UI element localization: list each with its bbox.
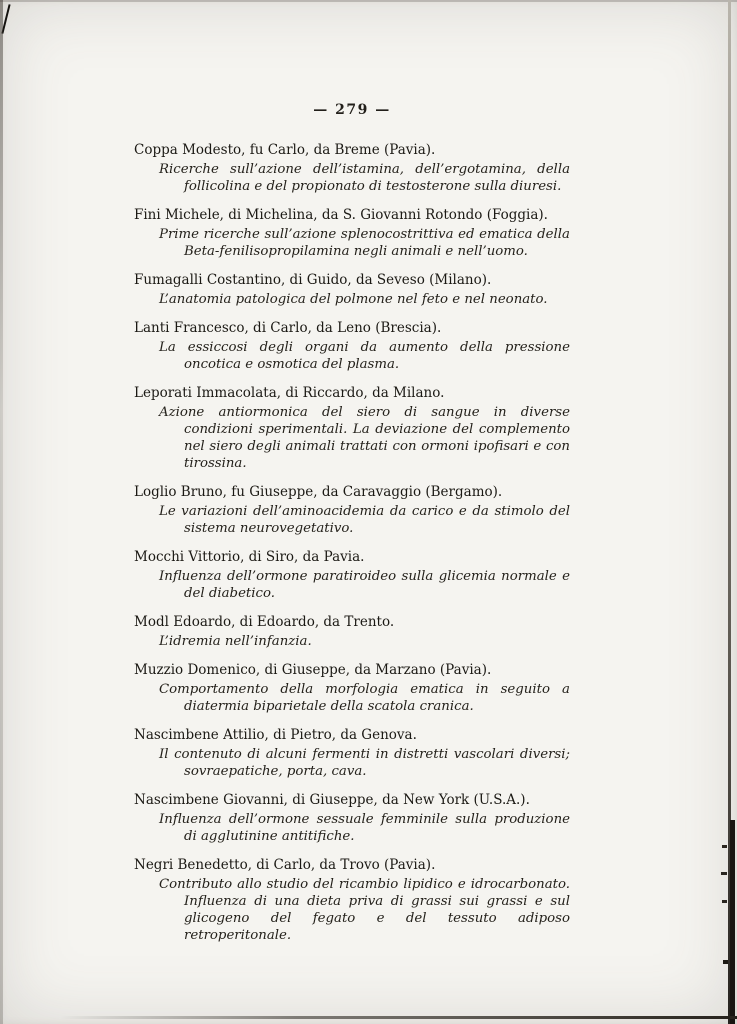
entry-description: Le variazioni dell’aminoacidemia da carico e da stimolo del sistema neurovegetativo. (159, 504, 570, 536)
list-item (134, 662, 570, 715)
entry-description: Prime ricerche sull’azione splenocostrittiva ed ematica della Beta-fenilisopropilamina negli animali e nell’uomo. (159, 227, 570, 259)
entry-name: Nascimbene Attilio, di Pietro, da Genova. (134, 727, 417, 743)
scan-artifact-tick (722, 900, 727, 903)
list-item (134, 385, 570, 472)
entry-name: Lanti Francesco, di Carlo, da Leno (Brescia). (134, 320, 442, 336)
entry-name: Muzzio Domenico, di Giuseppe, da Marzano (Pavia). (134, 662, 492, 678)
entry-description: Influenza dell’ormone paratiroideo sulla glicemia normale e del diabetico. (159, 569, 570, 601)
entry-name: Mocchi Vittorio, di Siro, da Pavia. (134, 549, 365, 565)
scan-artifact-tick (723, 960, 728, 964)
scan-artifact-left-edge (0, 0, 3, 1024)
entry-description: Azione antiormonica del siero di sangue in diverse condizioni sperimentali. La deviazione del complemento nel siero degli animali trattati con ormoni ipofisari e con tirossina. (159, 405, 570, 471)
entry-name: Nascimbene Giovanni, di Giuseppe, da New York (U.S.A.). (134, 792, 530, 808)
list-item (134, 727, 570, 780)
entry-name: Fumagalli Costantino, di Guido, da Seveso (Milano). (134, 272, 492, 288)
list-item (134, 272, 570, 308)
list-item (134, 614, 570, 650)
scan-artifact-right-binding (730, 820, 735, 1024)
list-item (134, 484, 570, 537)
scan-artifact-tick (721, 872, 727, 875)
entry-description: L’idremia nell’infanzia. (159, 634, 312, 649)
scan-artifact-top-edge (0, 0, 737, 2)
entry-description: Ricerche sull’azione dell’istamina, dell’ergotamina, della follicolina e del propionato di testosterone sulla diuresi. (159, 162, 570, 194)
entry-description: L’anatomia patologica del polmone nel feto e nel neonato. (159, 292, 548, 307)
entry-name: Fini Michele, di Michelina, da S. Giovanni Rotondo (Foggia). (134, 207, 548, 223)
entry-description: Contributo allo studio del ricambio lipidico e idrocarbonato. Influenza di una dieta priva di grassi sui grassi e sul glicogeno del fegato e del tessuto adiposo retroperitonale. (159, 877, 570, 943)
entry-description: Il contenuto di alcuni fermenti in distretti vascolari diversi; sovraepatiche, porta, cava. (159, 747, 570, 779)
entry-name: Loglio Bruno, fu Giuseppe, da Caravaggio (Bergamo). (134, 484, 503, 500)
entry-description: Influenza dell’ormone sessuale femminile sulla produzione di agglutinine antitifiche. (159, 812, 570, 844)
entry-name: Negri Benedetto, di Carlo, da Trovo (Pavia). (134, 857, 436, 873)
scan-artifact-right-edge (728, 0, 731, 1024)
scan-artifact-bottom-edge (60, 1016, 737, 1019)
page-content (134, 102, 570, 956)
scan-artifact-tick (722, 845, 727, 848)
entry-name: Modl Edoardo, di Edoardo, da Trento. (134, 614, 395, 630)
page-number: — 279 — (313, 102, 391, 118)
entry-description: Comportamento della morfologia ematica in seguito a diatermia biparietale della scatola cranica. (159, 682, 570, 714)
list-item (134, 142, 570, 195)
list-item (134, 857, 570, 944)
list-item (134, 320, 570, 373)
entry-name: Leporati Immacolata, di Riccardo, da Milano. (134, 385, 445, 401)
list-item (134, 207, 570, 260)
entry-description: La essiccosi degli organi da aumento della pressione oncotica e osmotica del plasma. (159, 340, 570, 372)
scan-artifact-top-left-mark (1, 4, 10, 34)
entry-name: Coppa Modesto, fu Carlo, da Breme (Pavia). (134, 142, 436, 158)
list-item (134, 549, 570, 602)
list-item (134, 792, 570, 845)
